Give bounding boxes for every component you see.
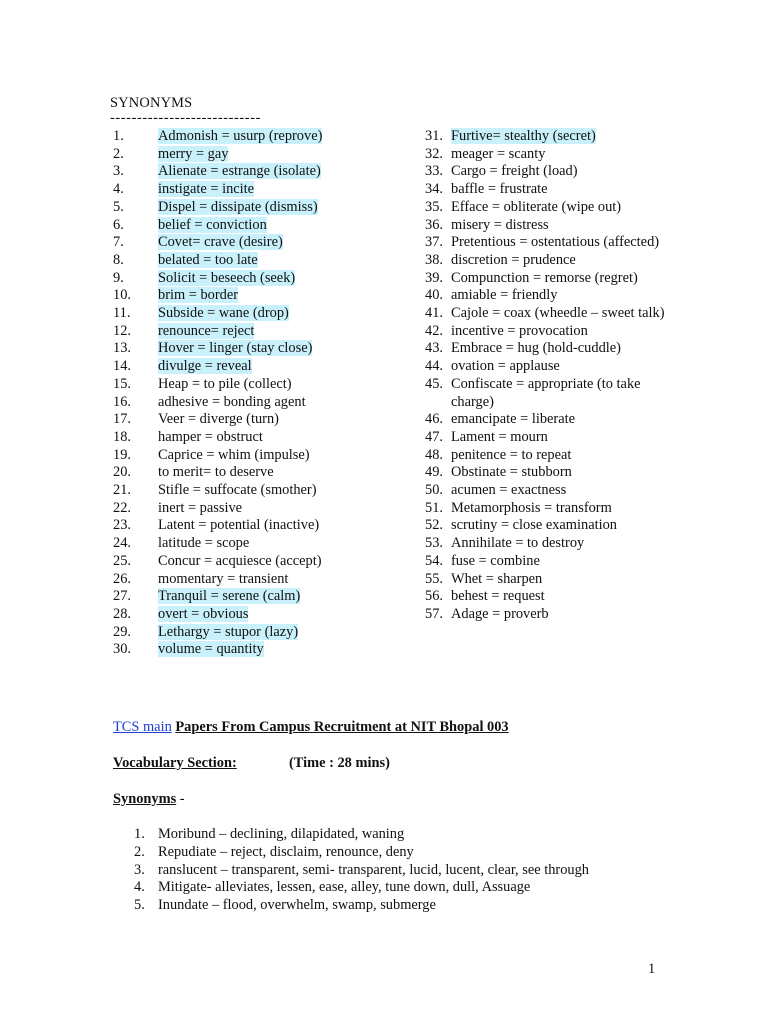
synonym-entry [113, 305, 403, 323]
list-item [113, 897, 713, 915]
synonym-entry-text: baffle = frustrate [451, 181, 548, 198]
synonym-entry-text: Annihilate = to destroy [451, 535, 585, 552]
synonym-entry-text: Heap = to pile (collect) [158, 375, 292, 392]
synonym-entry-text: Embrace = hug (hold-cuddle) [451, 340, 621, 357]
synonym-entry [113, 376, 403, 394]
synonym-entry-number: 27. [113, 588, 131, 605]
synonym-entry-text: overt = obvious [158, 605, 249, 622]
synonym-entry-text: Metamorphosis = transform [451, 499, 612, 516]
synonym-entry [425, 482, 665, 500]
synonym-entry [425, 287, 665, 305]
synonym-entry [425, 376, 665, 411]
synonym-entry-text: merry = gay [158, 145, 229, 162]
synonym-entry-number: 5. [113, 198, 124, 215]
synonym-entry-number: 55. [425, 570, 443, 587]
synonym-entry-text: Stifle = suffocate (smother) [158, 482, 317, 499]
synonym-entry-text: behest = request [451, 588, 545, 605]
synonym-entry [113, 535, 403, 553]
synonym-entry [113, 641, 403, 659]
synonym-entry-number: 51. [425, 499, 443, 516]
synonym-entry-number: 16. [113, 393, 131, 410]
synonym-entry [113, 464, 403, 482]
synonym-entry-number: 56. [425, 588, 443, 605]
synonym-entry-number: 39. [425, 269, 443, 286]
synonym-entry-number: 36. [425, 216, 443, 233]
synonym-entry-text: belief = conviction [158, 216, 267, 233]
synonym-entry [425, 571, 665, 589]
synonym-entry-text: Lethargy = stupor (lazy) [158, 623, 299, 640]
synonym-entry [425, 553, 665, 571]
synonym-entry [425, 270, 665, 288]
synonym-entry [113, 270, 403, 288]
synonym-entry-number: 2. [113, 145, 124, 162]
list-item [113, 844, 713, 862]
synonym-entry-text: divulge = reveal [158, 358, 252, 375]
synonym-entry [113, 624, 403, 642]
synonym-entry-number: 48. [425, 446, 443, 463]
synonym-entry-number: 31. [425, 128, 443, 144]
synonym-entry [425, 305, 665, 323]
synonym-entry-text: Caprice = whim (impulse) [158, 446, 310, 463]
list-item-text: ranslucent – transparent, semi- transparent, lucid, lucent, clear, see through [158, 861, 589, 878]
synonym-entry-number: 42. [425, 322, 443, 339]
vocabulary-section-heading [113, 754, 390, 772]
synonym-entry-number: 46. [425, 411, 443, 428]
synonym-entry-number: 37. [425, 234, 443, 251]
synonym-entry-text: Adage = proverb [451, 605, 549, 622]
synonym-entry-text: emancipate = liberate [451, 411, 575, 428]
synonym-entry-text: Confiscate = appropriate (to take charge) [451, 375, 641, 410]
synonym-entry-number: 15. [113, 375, 131, 392]
page-number: 1 [648, 961, 656, 977]
synonyms-left-column [113, 128, 403, 659]
synonym-entry-text: inert = passive [158, 499, 243, 516]
synonym-entry-number: 53. [425, 535, 443, 552]
synonym-entry-text: Cajole = coax (wheedle – sweet talk) [451, 305, 665, 322]
section-title [113, 718, 509, 736]
synonym-entry [113, 411, 403, 429]
synonym-entry [425, 500, 665, 518]
synonym-entry-number: 30. [113, 641, 131, 658]
synonym-entry [113, 500, 403, 518]
synonym-entry-text: amiable = friendly [451, 287, 558, 304]
synonym-entry-text: Pretentious = ostentatious (affected) [451, 234, 660, 251]
synonym-entry [113, 517, 403, 535]
synonym-entry [425, 429, 665, 447]
synonym-entry-text: Alienate = estrange (isolate) [158, 163, 321, 180]
list-item-number: 3. [134, 861, 145, 878]
synonym-entry-number: 6. [113, 216, 124, 233]
synonym-entry [425, 146, 665, 164]
page-heading: SYNONYMS [110, 95, 193, 111]
synonym-entry [113, 217, 403, 235]
synonym-entry [113, 571, 403, 589]
synonym-entry-text: adhesive = bonding agent [158, 393, 306, 410]
synonym-entry [425, 535, 665, 553]
synonym-entry-text: Lament = mourn [451, 428, 548, 445]
synonym-entry-text: scrutiny = close examination [451, 517, 617, 534]
synonym-entry-number: 38. [425, 251, 443, 268]
synonym-entry-number: 26. [113, 570, 131, 587]
synonym-entry-number: 52. [425, 517, 443, 534]
synonym-entry-number: 28. [113, 605, 131, 622]
synonym-entry-number: 50. [425, 482, 443, 499]
synonyms-subheading-label: Synonyms [113, 791, 177, 807]
synonym-entry-text: to merit= to deserve [158, 464, 274, 481]
synonym-entry-number: 8. [113, 251, 124, 268]
synonym-entry-number: 33. [425, 163, 443, 180]
synonym-entry-number: 24. [113, 535, 131, 552]
synonym-entry-number: 57. [425, 605, 443, 622]
synonym-entry-number: 20. [113, 464, 131, 481]
synonym-entry-number: 45. [425, 375, 443, 392]
synonym-entry [113, 447, 403, 465]
synonym-entry [425, 181, 665, 199]
synonym-entry [113, 588, 403, 606]
synonym-entry-text: volume = quantity [158, 641, 264, 658]
synonym-entry-text: Compunction = remorse (regret) [451, 269, 638, 286]
synonym-entry-text: incentive = provocation [451, 322, 588, 339]
synonym-entry [425, 128, 665, 146]
synonym-entry [113, 128, 403, 146]
synonym-entry-number: 21. [113, 482, 131, 499]
synonym-entry-text: Solicit = beseech (seek) [158, 269, 296, 286]
synonym-entry-text: Concur = acquiesce (accept) [158, 552, 322, 569]
synonym-entry-number: 22. [113, 499, 131, 516]
synonym-entry [425, 411, 665, 429]
synonym-entry-number: 17. [113, 411, 131, 428]
list-item [113, 826, 713, 844]
list-item-text: Mitigate- alleviates, lessen, ease, alley, tune down, dull, Assuage [158, 879, 531, 896]
synonym-entry-number: 18. [113, 428, 131, 445]
synonym-entry-number: 54. [425, 552, 443, 569]
synonym-entry [425, 588, 665, 606]
synonym-entry-number: 3. [113, 163, 124, 180]
synonym-entry-number: 13. [113, 340, 131, 357]
vocabulary-section-label: Vocabulary Section: [113, 755, 237, 771]
list-item [113, 862, 713, 880]
synonym-entry-text: Cargo = freight (load) [451, 163, 578, 180]
synonym-entry-number: 23. [113, 517, 131, 534]
synonym-entry-text: acumen = exactness [451, 482, 567, 499]
synonym-entry [113, 234, 403, 252]
synonym-entry [425, 323, 665, 341]
synonyms-right-column [425, 128, 665, 624]
synonym-entry [113, 146, 403, 164]
synonym-entry [113, 181, 403, 199]
synonym-entry-number: 41. [425, 305, 443, 322]
synonym-entry-text: Furtive= stealthy (secret) [451, 128, 596, 144]
synonym-entry [113, 482, 403, 500]
synonym-entry-text: Whet = sharpen [451, 570, 543, 587]
heading-underline-dashes: ---------------------------- [110, 110, 261, 126]
synonym-entry-number: 19. [113, 446, 131, 463]
synonym-entry [425, 517, 665, 535]
list-item-number: 4. [134, 879, 145, 896]
synonym-entry-text: instigate = incite [158, 181, 255, 198]
synonym-entry [113, 163, 403, 181]
synonym-entry-text: Dispel = dissipate (dismiss) [158, 198, 318, 215]
list-item-number: 2. [134, 843, 145, 860]
list-item-text: Inundate – flood, overwhelm, swamp, submerge [158, 897, 436, 914]
synonym-entry-text: latitude = scope [158, 535, 250, 552]
synonym-entry-number: 25. [113, 552, 131, 569]
synonym-entry-number: 10. [113, 287, 131, 304]
synonym-entry [425, 163, 665, 181]
synonym-entry [113, 323, 403, 341]
section-title-text: Papers From Campus Recruitment at NIT Bhopal 003 [175, 719, 509, 735]
synonym-entry-number: 43. [425, 340, 443, 357]
synonym-entry-number: 32. [425, 145, 443, 162]
synonyms-list [113, 826, 713, 915]
list-item-number: 1. [134, 826, 145, 842]
synonym-entry-number: 11. [113, 305, 131, 322]
vocabulary-section-time: (Time : 28 mins) [289, 755, 390, 771]
synonym-entry [113, 429, 403, 447]
synonym-entry [113, 358, 403, 376]
synonym-entry-text: renounce= reject [158, 322, 255, 339]
synonym-entry-text: hamper = obstruct [158, 428, 263, 445]
synonym-entry [113, 394, 403, 412]
synonym-entry [425, 447, 665, 465]
list-item-number: 5. [134, 897, 145, 914]
synonym-entry [113, 606, 403, 624]
synonym-entry-text: Tranquil = serene (calm) [158, 588, 301, 605]
synonym-entry-text: brim = border [158, 287, 239, 304]
synonym-entry [425, 252, 665, 270]
synonym-entry-number: 40. [425, 287, 443, 304]
synonym-entry [425, 199, 665, 217]
synonym-entry-number: 1. [113, 128, 124, 144]
list-item-text: Repudiate – reject, disclaim, renounce, deny [158, 843, 414, 860]
synonym-entry [425, 340, 665, 358]
synonym-entry [425, 464, 665, 482]
synonym-entry-text: Subside = wane (drop) [158, 305, 289, 322]
synonym-entry-number: 4. [113, 181, 124, 198]
synonym-entry-number: 34. [425, 181, 443, 198]
synonym-entry-text: penitence = to repeat [451, 446, 572, 463]
synonym-entry-number: 44. [425, 358, 443, 375]
synonyms-subheading-suffix: - [176, 791, 185, 807]
synonym-entry-number: 14. [113, 358, 131, 375]
list-item-text: Moribund – declining, dilapidated, waning [158, 826, 405, 842]
synonym-entry-number: 49. [425, 464, 443, 481]
synonym-entry-number: 35. [425, 198, 443, 215]
list-item [113, 879, 713, 897]
synonym-entry-text: Efface = obliterate (wipe out) [451, 198, 622, 215]
synonym-entry [113, 199, 403, 217]
synonym-entry-number: 47. [425, 428, 443, 445]
synonym-entry-text: Covet= crave (desire) [158, 234, 283, 251]
synonym-entry-text: misery = distress [451, 216, 549, 233]
synonym-entry [425, 234, 665, 252]
synonym-entry [425, 217, 665, 235]
synonym-entry [113, 553, 403, 571]
synonym-entry-text: meager = scanty [451, 145, 546, 162]
synonym-entry [113, 340, 403, 358]
synonym-entry-text: Veer = diverge (turn) [158, 411, 279, 428]
synonym-entry-text: ovation = applause [451, 358, 560, 375]
synonym-entry [425, 358, 665, 376]
synonym-entry [113, 287, 403, 305]
synonym-entry-text: fuse = combine [451, 552, 540, 569]
synonym-entry-text: discretion = prudence [451, 251, 576, 268]
tcs-main-link[interactable]: TCS main [113, 719, 172, 735]
synonym-entry [425, 606, 665, 624]
synonym-entry [113, 252, 403, 270]
synonym-entry-text: Obstinate = stubborn [451, 464, 572, 481]
synonym-entry-text: Hover = linger (stay close) [158, 340, 313, 357]
synonym-entry-number: 29. [113, 623, 131, 640]
synonym-entry-number: 9. [113, 269, 124, 286]
synonym-entry-text: momentary = transient [158, 570, 289, 587]
synonym-entry-text: belated = too late [158, 251, 258, 268]
synonym-entry-number: 12. [113, 322, 131, 339]
synonym-entry-number: 7. [113, 234, 124, 251]
synonyms-subheading [113, 790, 185, 808]
synonym-entry-text: Admonish = usurp (reprove) [158, 128, 323, 144]
synonym-entry-text: Latent = potential (inactive) [158, 517, 320, 534]
